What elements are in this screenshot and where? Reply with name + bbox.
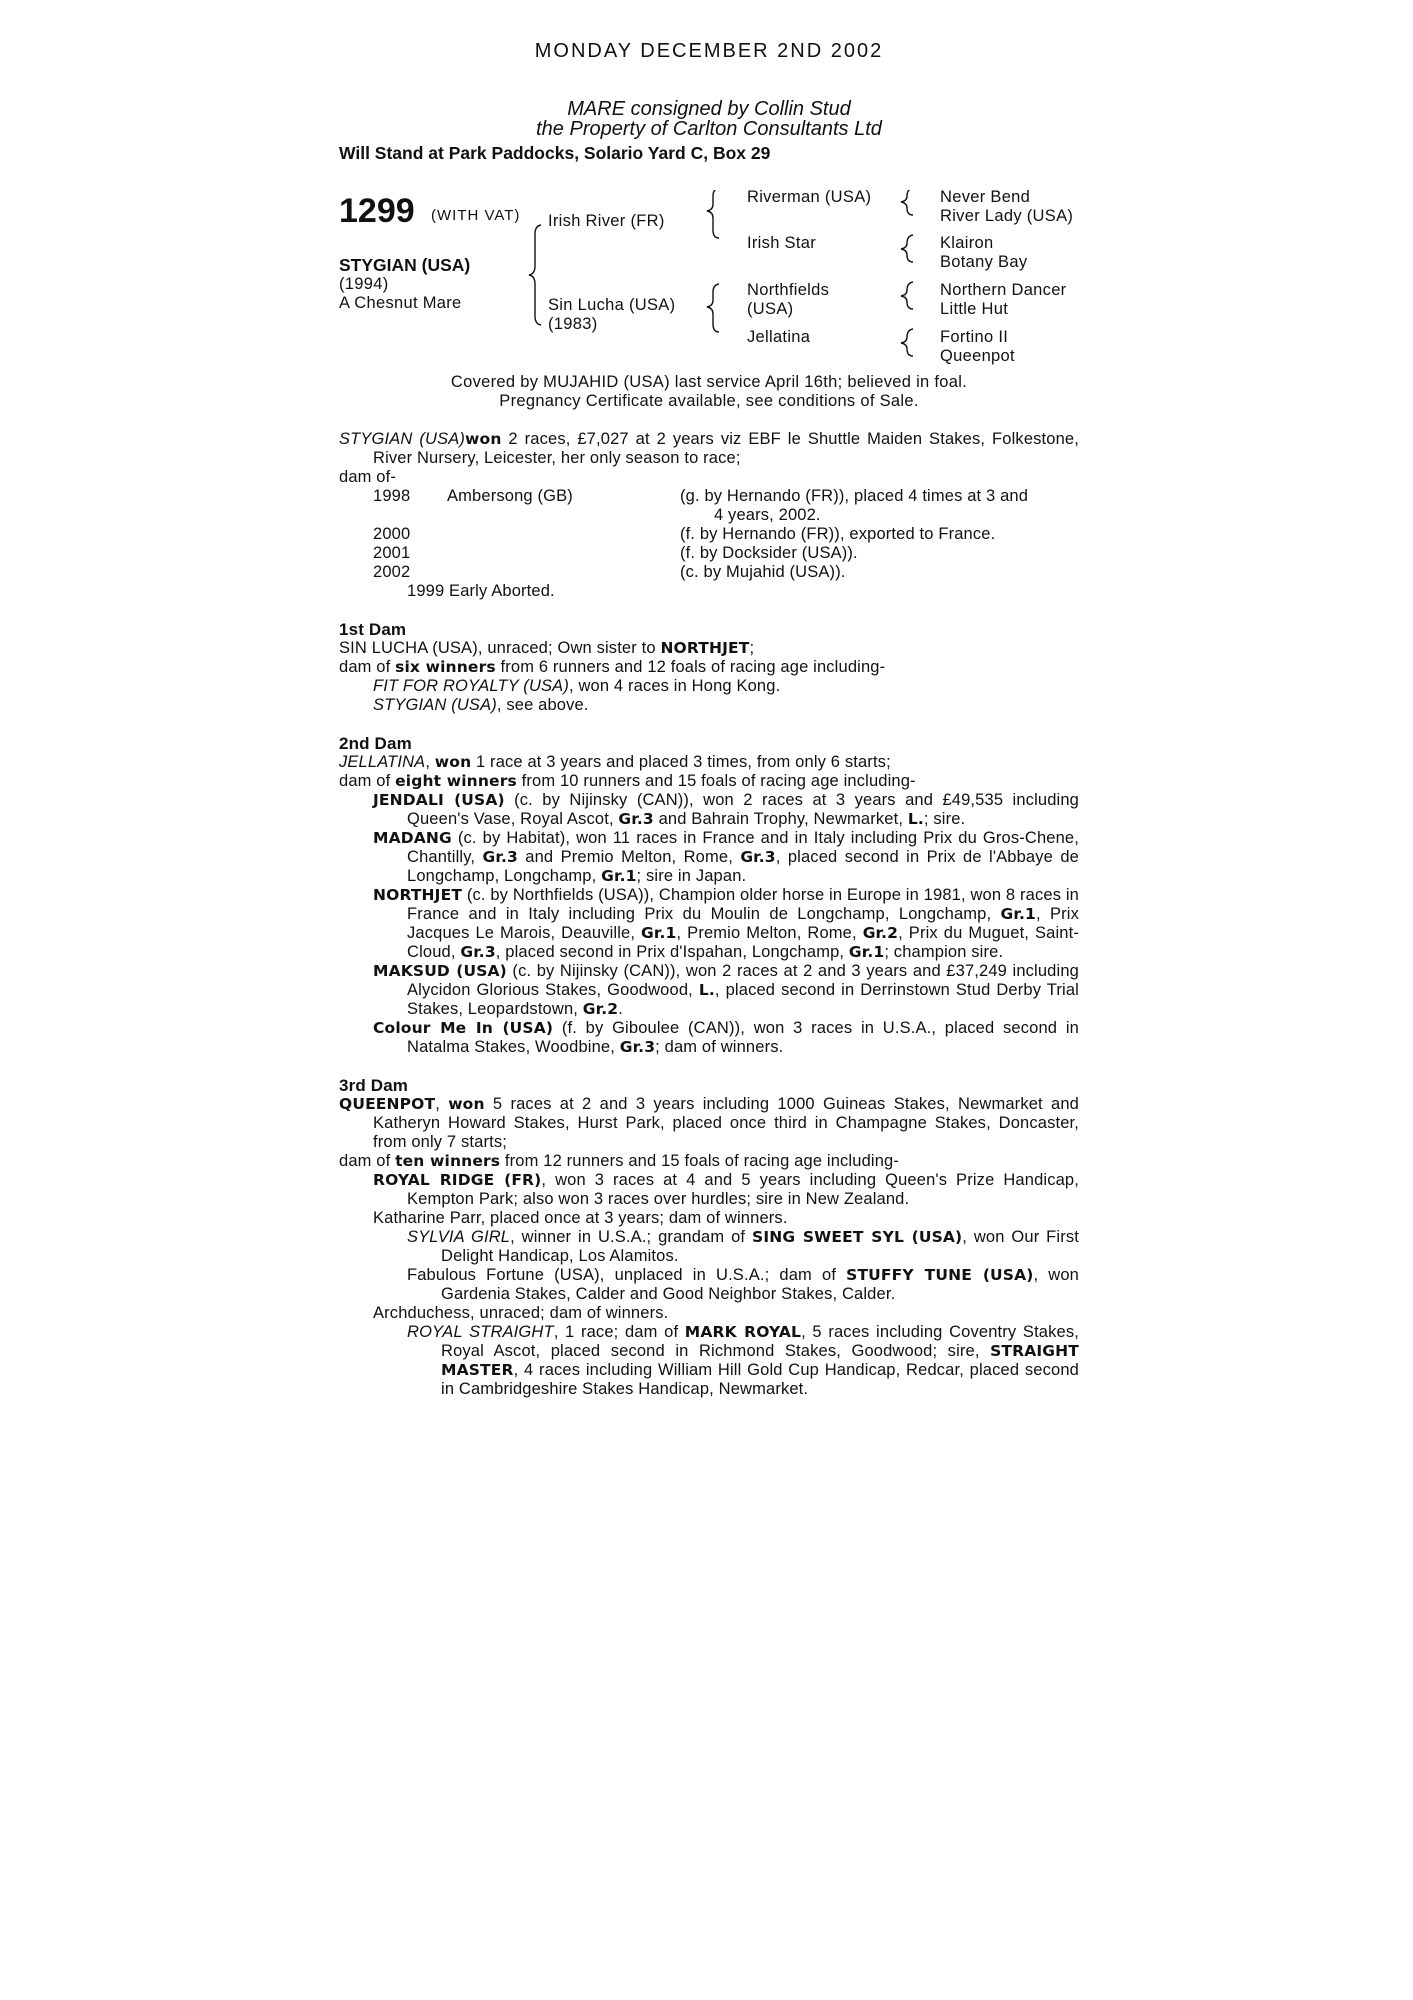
horse-description: A Chesnut Mare	[339, 294, 462, 312]
pedigree-sire: Irish River (FR)	[548, 212, 665, 230]
third-dam-produce: Katharine Parr, placed once at 3 years; dam of winners.	[373, 1209, 788, 1227]
first-dam-winners: dam of six winners from 6 runners and 12 foals of racing age including-	[339, 658, 886, 676]
produce-row: 2002 (c. by Mujahid (USA)).	[373, 563, 846, 581]
produce-row: 2000 (f. by Hernando (FR)), exported to France.	[373, 525, 996, 543]
first-dam-produce: STYGIAN (USA), see above.	[373, 696, 589, 714]
produce-row: 2001 (f. by Docksider (USA)).	[373, 544, 858, 562]
pedigree-dam-line2: (1983)	[548, 315, 598, 333]
pedigree-dds: Fortino II	[940, 328, 1009, 346]
second-dam-winners: dam of eight winners from 10 runners and 15 foals of racing age including-	[339, 772, 916, 790]
second-dam-produce: MAKSUD (USA) (c. by Nijinsky (CAN)), won 2 races at 2 and 3 years and £37,249 including Alycidon Glorious Stakes, Goodwood, L., placed second in Derrinstown Stud Derby Trial Stakes, Leopardstown, Gr.2.	[373, 962, 1079, 1018]
produce-row: 4 years, 2002.	[714, 506, 821, 524]
pedigree-dsd: Little Hut	[940, 300, 1009, 318]
third-dam-winners: dam of ten winners from 12 runners and 15 foals of racing age including-	[339, 1152, 900, 1170]
pedigree-sdd: Botany Bay	[940, 253, 1028, 271]
third-dam-grandproduce: SYLVIA GIRL, winner in U.S.A.; grandam of SING SWEET SYL (USA), won Our First Delight Handicap, Los Alamitos.	[407, 1228, 1079, 1265]
third-dam-grandproduce: ROYAL STRAIGHT, 1 race; dam of MARK ROYAL, 5 races including Coventry Stakes, Royal Ascot, placed second in Richmond Stakes, Goodwood; sire, STRAIGHT MASTER, 4 races including William Hill Gold Cup Handicap, Redcar, placed second in Cambridgeshire Stakes Handicap, Newmarket.	[407, 1323, 1079, 1398]
consignor-line: MARE consigned by Collin Stud	[567, 98, 851, 120]
pedigree-sire-dam: Irish Star	[747, 234, 817, 252]
owner-line: the Property of Carlton Consultants Ltd	[536, 118, 882, 140]
pedigree-dam-sire-line1: Northfields	[747, 281, 830, 299]
second-dam-produce: MADANG (c. by Habitat), won 11 races in France and in Italy including Prix du Gros-Chene, Chantilly, Gr.3 and Premio Melton, Rome, Gr.3, placed second in Prix de l'Abbaye de Longchamp, Longchamp, Gr.1; sire in Japan.	[373, 829, 1079, 885]
vat-label: (WITH VAT)	[431, 207, 521, 224]
catalogue-body	[339, 430, 1079, 1399]
dam-of-label: dam of-	[339, 468, 396, 486]
horse-year: (1994)	[339, 275, 389, 293]
third-dam-grandproduce: Fabulous Fortune (USA), unplaced in U.S.A.; dam of STUFFY TUNE (USA), won Gardenia Stakes, Calder and Good Neighbor Stakes, Calder.	[407, 1266, 1079, 1303]
second-dam-produce: NORTHJET (c. by Northfields (USA)), Champion older horse in Europe in 1981, won 8 races in France and in Italy including Prix du Moulin de Longchamp, Longchamp, Gr.1, Prix Jacques Le Marois, Deauville, Gr.1, Premio Melton, Rome, Gr.2, Prix du Muguet, Saint-Cloud, Gr.3, placed second in Prix d'Ispahan, Longchamp, Gr.1; champion sire.	[373, 886, 1079, 961]
third-dam-produce: Archduchess, unraced; dam of winners.	[373, 1304, 669, 1322]
pedigree-sds: Klairon	[940, 234, 994, 252]
first-dam-heading: 1st Dam	[339, 620, 407, 639]
pedigree-dam-sire-line2: (USA)	[747, 300, 794, 318]
second-dam-produce: JENDALI (USA) (c. by Nijinsky (CAN)), won 2 races at 3 years and £49,535 including Queen's Vase, Royal Ascot, Gr.3 and Bahrain Trophy, Newmarket, L.; sire.	[373, 791, 1080, 828]
pedigree-sire-sire: Riverman (USA)	[747, 188, 872, 206]
third-dam-heading: 3rd Dam	[339, 1076, 409, 1095]
pregnancy-line: Pregnancy Certificate available, see conditions of Sale.	[499, 392, 919, 410]
produce-row: 1998 Ambersong (GB) (g. by Hernando (FR)), placed 4 times at 3 and	[373, 487, 1029, 505]
pedigree-ddd: Queenpot	[940, 347, 1015, 365]
third-dam-produce: ROYAL RIDGE (FR), won 3 races at 4 and 5 years including Queen's Prize Handicap, Kempton Park; also won 3 races over hurdles; sire in New Zealand.	[373, 1171, 1079, 1208]
lot-number: 1299	[339, 192, 415, 230]
second-dam-heading: 2nd Dam	[339, 734, 412, 753]
first-dam-line: SIN LUCHA (USA), unraced; Own sister to NORTHJET;	[339, 639, 755, 657]
pedigree-dss: Northern Dancer	[940, 281, 1067, 299]
horse-name: STYGIAN (USA)	[339, 255, 471, 275]
first-dam-produce: FIT FOR ROYALTY (USA), won 4 races in Hong Kong.	[373, 677, 781, 695]
third-dam-line: QUEENPOT, won 5 races at 2 and 3 years including 1000 Guineas Stakes, Newmarket and Katheryn Howard Stakes, Hurst Park, placed once third in Champagne Stakes, Doncaster, from only 7 starts;	[339, 1095, 1079, 1151]
sale-date: MONDAY DECEMBER 2ND 2002	[534, 40, 884, 62]
consignment-block	[339, 99, 1079, 139]
produce-list	[339, 487, 1079, 601]
covered-line: Covered by MUJAHID (USA) last service April 16th; believed in foal.	[450, 373, 968, 391]
pedigree-dam-dam: Jellatina	[747, 328, 811, 346]
race-record: STYGIAN (USA)won 2 races, £7,027 at 2 years viz EBF le Shuttle Maiden Stakes, Folkestone, River Nursery, Leicester, her only season to race;	[339, 430, 1079, 467]
aborted-row: 1999 Early Aborted.	[407, 582, 555, 600]
pedigree-ssd: River Lady (USA)	[940, 207, 1074, 225]
pedigree-dam-line1: Sin Lucha (USA)	[548, 296, 676, 314]
second-dam-produce: Colour Me In (USA) (f. by Giboulee (CAN)), won 3 races in U.S.A., placed second in Natalma Stakes, Woodbine, Gr.3; dam of winners.	[373, 1019, 1079, 1056]
stabling-line: Will Stand at Park Paddocks, Solario Yard C, Box 29	[339, 143, 771, 163]
second-dam-line: JELLATINA, won 1 race at 3 years and placed 3 times, from only 6 starts;	[339, 753, 891, 771]
pedigree-sss: Never Bend	[940, 188, 1031, 206]
